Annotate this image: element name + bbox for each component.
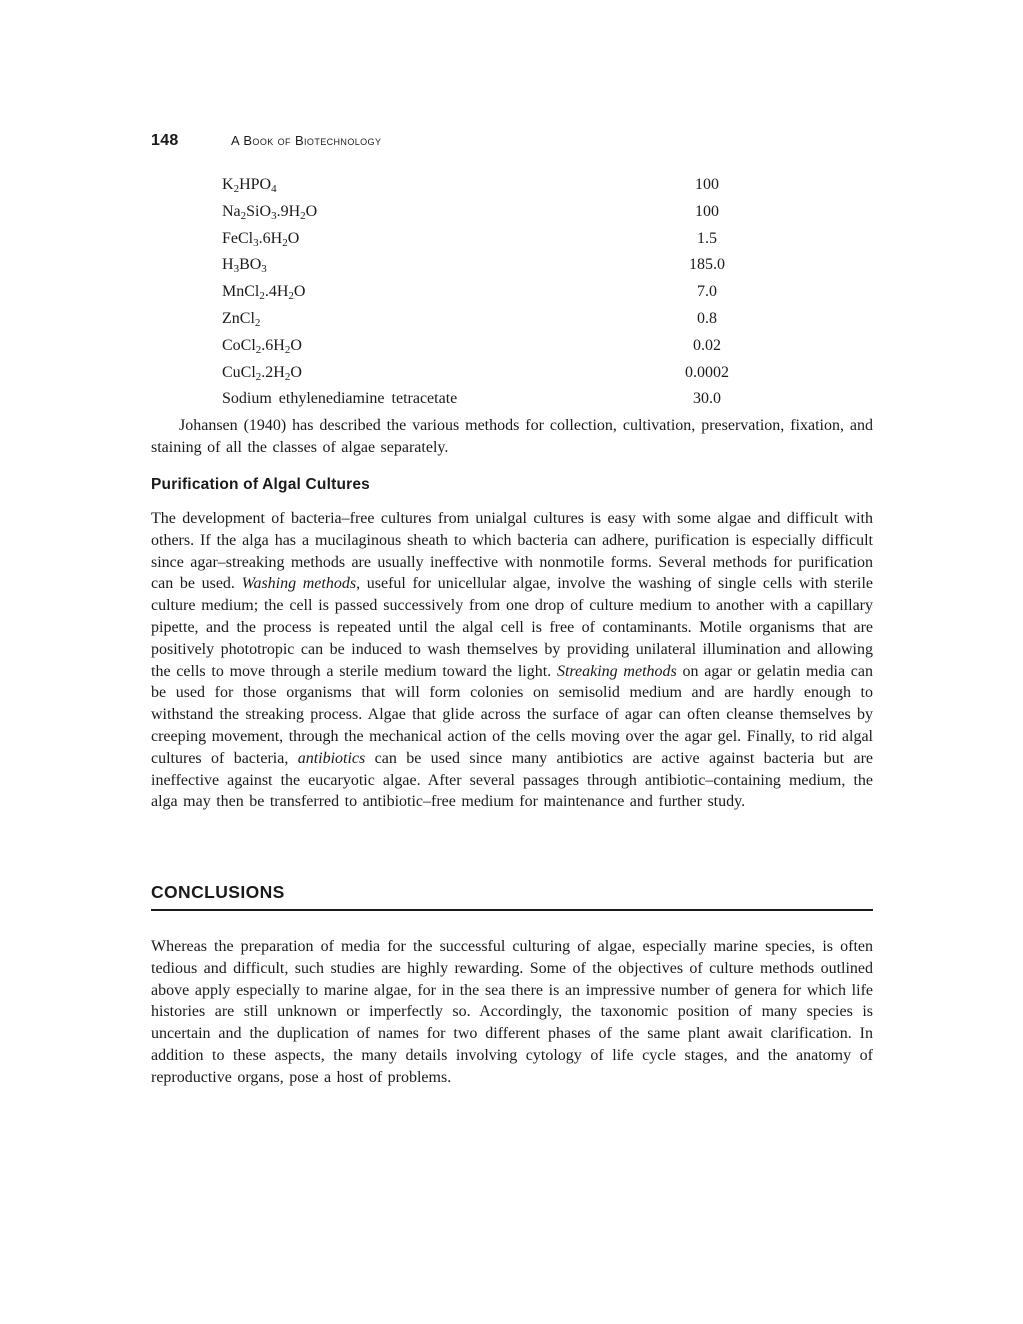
subheading-purification: Purification of Algal Cultures [151,476,370,493]
paragraph-johansen: Johansen (1940) has described the various methods for collection, cultivation, preservation, fixation, and staining of all the classes of algae separately. [151,417,873,456]
media-component-amount: 0.0002 [685,363,729,381]
chemical-formula: $K_2HPO_4$ [222,176,277,195]
media-row [222,360,782,387]
media-row [222,333,782,360]
culture-media-table [222,172,782,413]
media-component-amount: 0.02 [693,336,721,354]
media-component-name [222,279,305,306]
media-row [222,172,782,199]
page-number: 148 [151,132,179,149]
chemical-formula: $MnCl_2.4H_2O$ [222,283,306,303]
media-component-name [222,306,260,333]
chemical-formula: $Na_2SiO_3.9H_2O$ [222,202,318,222]
chemical-formula: $CoCl_2.6H_2O$ [222,336,302,356]
media-component-amount: 0.8 [697,309,717,327]
media-component-name [222,252,267,279]
book-page [151,0,873,1324]
media-component-name [222,226,299,253]
media-component-amount: 30.0 [693,390,721,408]
chemical-formula: $H_3BO_3$ [222,256,267,276]
paragraph-conclusions: Whereas the preparation of media for the successful culturing of algae, especially marine species, is often tedious and difficult, such studies are highly rewarding. Some of the objectives of culture methods outlined above apply especially to marine algae, for in the sea there is an impressive number of genera for which life histories are still unknown or imperfectly so. Accordingly, the taxonomic position of many species is uncertain and the duplication of names for two different phases of the same plant await clarification. In addition to these aspects, the many details involving cytology of life cycle stages, and the anatomy of reproductive organs, pose a host of problems. [151,938,873,1086]
media-component-name [222,333,302,360]
media-component-amount: 185.0 [689,256,725,274]
chemical-formula: ZnCl$_2$ [222,309,261,329]
media-row [222,199,782,226]
media-component-amount: 100 [695,176,719,193]
page-header [151,132,381,154]
media-component-name [222,386,457,413]
media-row [222,252,782,279]
media-component-name [222,172,277,199]
media-component-name [222,360,302,387]
paragraph-purification: The development of bacteria–free cultures from unialgal cultures is easy with some algae and difficult with others. If the alga has a mucilaginous sheath to which bacteria can adhere, purification is especially difficult since agar–streaking methods are usually ineffective with nonmotile forms. Several methods for purification can be used. Washing methods, useful for unicellular algae, involve the washing of single cells with sterile culture medium; the cell is passed successively from one drop of culture medium to another with a capillary pipette, and the process is repeated until the algal cell is free of contaminants. Motile organisms that are positively phototropic can be induced to wash themselves by providing unilateral illumination and allowing the cells to move through a sterile medium toward the light. Streaking methods on agar or gelatin media can be used for those organisms that will form colonies on semisolid medium and are hardly enough to withstand the streaking process. Algae that glide across the surface of agar can often cleanse themselves by creeping movement, through the mechanical action of the cells moving over the agar gel. Finally, to rid algal cultures of bacteria, antibiotics can be used since many antibiotics are active against bacteria but are ineffective against the eucaryotic algae. After several passages through antibiotic–containing medium, the alga may then be transferred to antibiotic–free medium for maintenance and further study. [151,510,874,811]
chemical-formula: $CuCl_2.2H_2O$ [222,363,302,383]
running-title: A Book of Biotechnology [231,133,382,148]
chemical-formula: Sodium ethylenediamine tetracetate [222,390,458,408]
media-row [222,226,782,253]
media-component-name [222,199,317,226]
media-component-amount: 1.5 [697,229,717,247]
chemical-formula: $FeCl_3.6H_2O$ [222,229,300,249]
media-component-amount: 100 [695,202,719,220]
media-row [222,386,782,413]
media-row [222,306,782,333]
section-heading-conclusions: CONCLUSIONS [151,882,873,911]
media-component-amount: 7.0 [697,283,717,301]
media-row [222,279,782,306]
